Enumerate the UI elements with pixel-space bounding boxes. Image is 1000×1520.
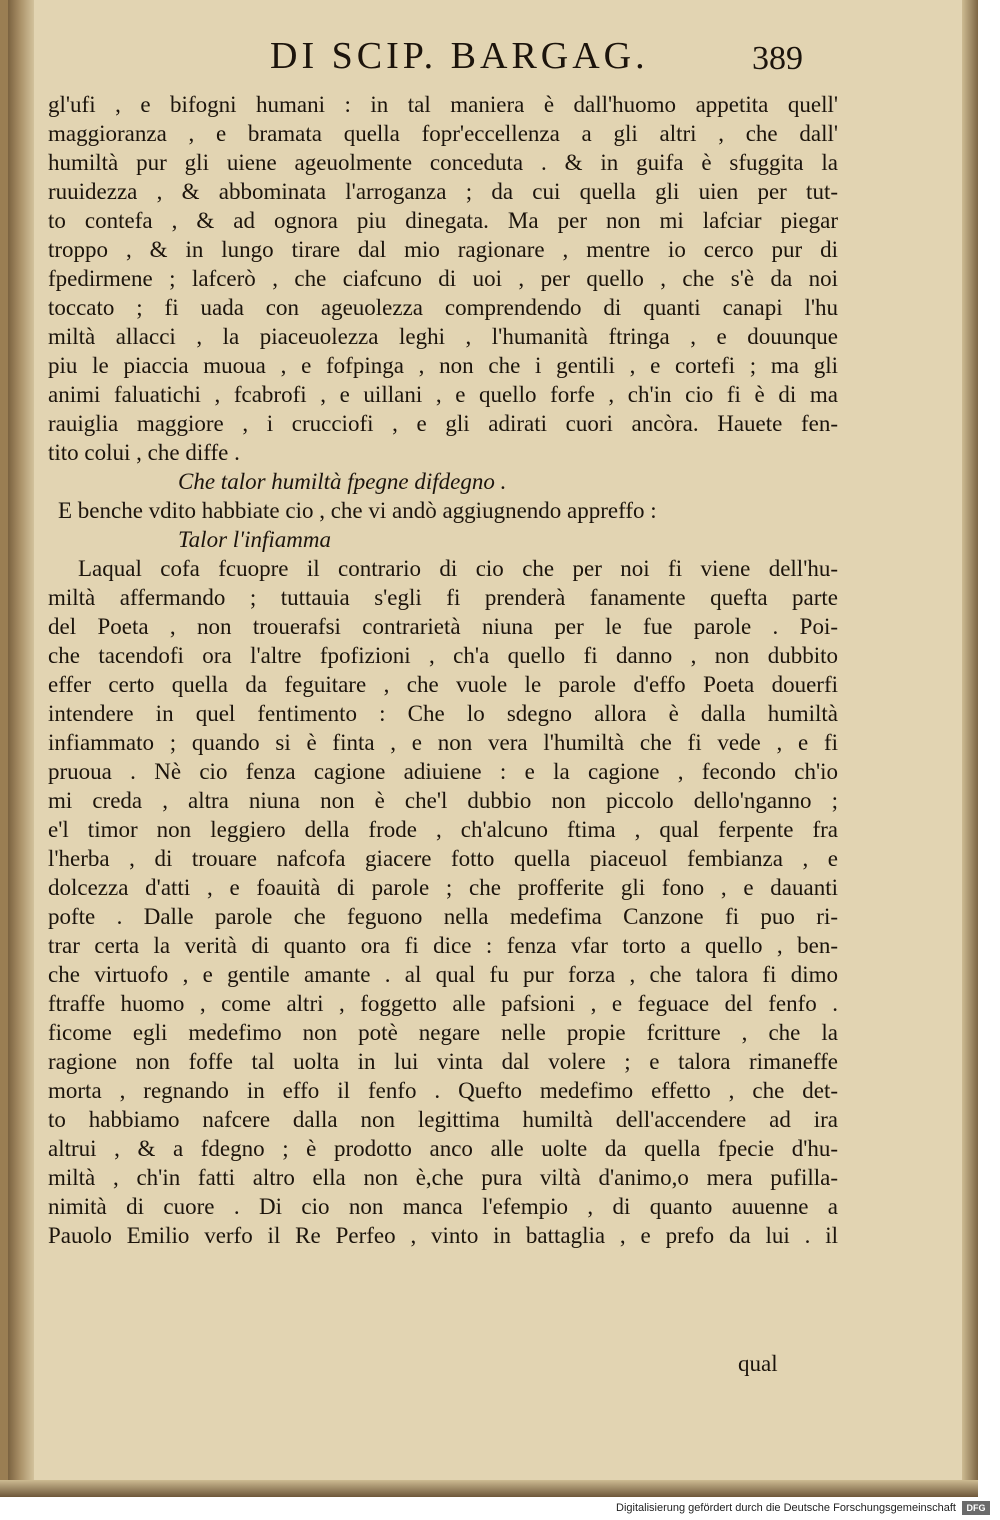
page-number: 389 xyxy=(752,40,803,77)
text-line: del Poeta , non trouerafsi contrarietà niuna per le fue parole . Poi- xyxy=(48,614,838,639)
page-edge-bottom xyxy=(0,1480,978,1497)
text-line: che tacendofi ora l'altre fpofizioni , ch'a quello fi danno , non dubbito xyxy=(48,643,838,668)
text-line: E benche vdito habbiate cio , che vi andò aggiugnendo appreffo : xyxy=(58,498,657,523)
funding-credit: Digitalisierung gefördert durch die Deutsche Forschungsgemeinschaft xyxy=(616,1502,956,1514)
text-line: nimità di cuore . Di cio non manca l'efempio , di quanto auuenne a xyxy=(48,1194,838,1219)
text-line: effer certo quella da feguitare , che vuole le parole d'effo Poeta douerfi xyxy=(48,672,838,697)
text-line: ruuidezza , & abbominata l'arroganza ; da cui quella gli uien per tut- xyxy=(48,179,838,204)
text-line: tito colui , che diffe . xyxy=(48,440,240,465)
text-line: troppo , & in lungo tirare dal mio ragionare , mentre io cerco pur di xyxy=(48,237,838,262)
page-edge-right xyxy=(962,0,978,1497)
running-head: DI SCIP. BARGAG. xyxy=(270,35,649,77)
text-line: ftraffe huomo , come altri , foggetto alle pafsioni , e feguace del fenfo . xyxy=(48,991,838,1016)
text-line: mi creda , altra niuna non è che'l dubbio non piccolo dello'nganno ; xyxy=(48,788,838,813)
text-line: fpedirmene ; lafcerò , che ciafcuno di uoi , per quello , che s'è da noi xyxy=(48,266,838,291)
text-line: rauiglia maggiore , i crucciofi , e gli adirati cuori ancòra. Hauete fen- xyxy=(48,411,838,436)
text-line: humiltà pur gli uiene ageuolmente conceduta . & in guifa è sfuggita la xyxy=(48,150,838,175)
text-line: morta , regnando in effo il fenfo . Quefto medefimo effetto , che det- xyxy=(48,1078,838,1103)
verse-quote: Talor l'infiamma xyxy=(178,527,331,552)
text-line: Pauolo Emilio verfo il Re Perfeo , vinto in battaglia , e prefo da lui . il xyxy=(48,1223,838,1248)
text-line: pruoua . Nè cio fenza cagione adiuiene : e la cagione , fecondo ch'io xyxy=(48,759,838,784)
text-line: miltà , ch'in fatti altro ella non è,che pura viltà d'animo,o mera pufilla- xyxy=(48,1165,838,1190)
text-line: che virtuofo , e gentile amante . al qual fu pur forza , che talora fi dimo xyxy=(48,962,838,987)
text-line: pofte . Dalle parole che feguono nella medefima Canzone fi puo ri- xyxy=(48,904,838,929)
text-line: ficome egli medefimo non potè negare nelle propie fcritture , che la xyxy=(48,1020,838,1045)
text-line: ragione non foffe tal uolta in lui vinta dal volere ; e talora rimaneffe xyxy=(48,1049,838,1074)
text-line: Laqual cofa fcuopre il contrario di cio che per noi fi viene dell'hu- xyxy=(78,556,838,581)
text-line: dolcezza d'atti , e foauità di parole ; che profferite gli fono , e dauanti xyxy=(48,875,838,900)
text-line: maggioranza , e bramata quella fopr'eccellenza a gli altri , che dall' xyxy=(48,121,838,146)
text-line: toccato ; fi uada con ageuolezza comprendendo di quanti canapi l'hu xyxy=(48,295,838,320)
text-line: to habbiamo nafcere dalla non legittima humiltà dell'accendere ad ira xyxy=(48,1107,838,1132)
text-line: e'l timor non leggiero della frode , ch'alcuno ftima , qual ferpente fra xyxy=(48,817,838,842)
text-line: intendere in quel fentimento : Che lo sdegno allora è dalla humiltà xyxy=(48,701,838,726)
text-line: animi faluatichi , fcabrofi , e uillani , e quello forfe , ch'in cio fi è di ma xyxy=(48,382,838,407)
dfg-logo: DFG xyxy=(962,1501,990,1515)
text-line: miltà allacci , la piaceuolezza leghi , l'humanità ftringa , e douunque xyxy=(48,324,838,349)
text-line: piu le piaccia muoua , e fofpinga , non che i gentili , e cortefi ; ma gli xyxy=(48,353,838,378)
text-line: trar certa la verità di quanto ora fi dice : fenza vfar torto a quello , ben- xyxy=(48,933,838,958)
body-text xyxy=(48,90,838,1250)
text-line: miltà affermando ; tuttauia s'egli fi prenderà fanamente quefta parte xyxy=(48,585,838,610)
verse-quote: Che talor humiltà fpegne difdegno . xyxy=(178,469,507,494)
page-gutter xyxy=(8,0,34,1497)
text-line: altrui , & a fdegno ; è prodotto anco alle uolte da quella fpecie d'hu- xyxy=(48,1136,838,1161)
text-line: l'herba , di trouare nafcofa giacere fotto quella piaceuol fembianza , e xyxy=(48,846,838,871)
footer-bar xyxy=(0,1497,1000,1520)
text-line: infiammato ; quando si è finta , e non vera l'humiltà che fi vede , e fi xyxy=(48,730,838,755)
text-line: gl'ufi , e bifogni humani : in tal maniera è dall'huomo appetita quell' xyxy=(48,92,838,117)
catchword: qual xyxy=(738,1351,778,1376)
text-line: to contefa , & ad ognora piu dinegata. Ma per non mi lafciar piegar xyxy=(48,208,838,233)
